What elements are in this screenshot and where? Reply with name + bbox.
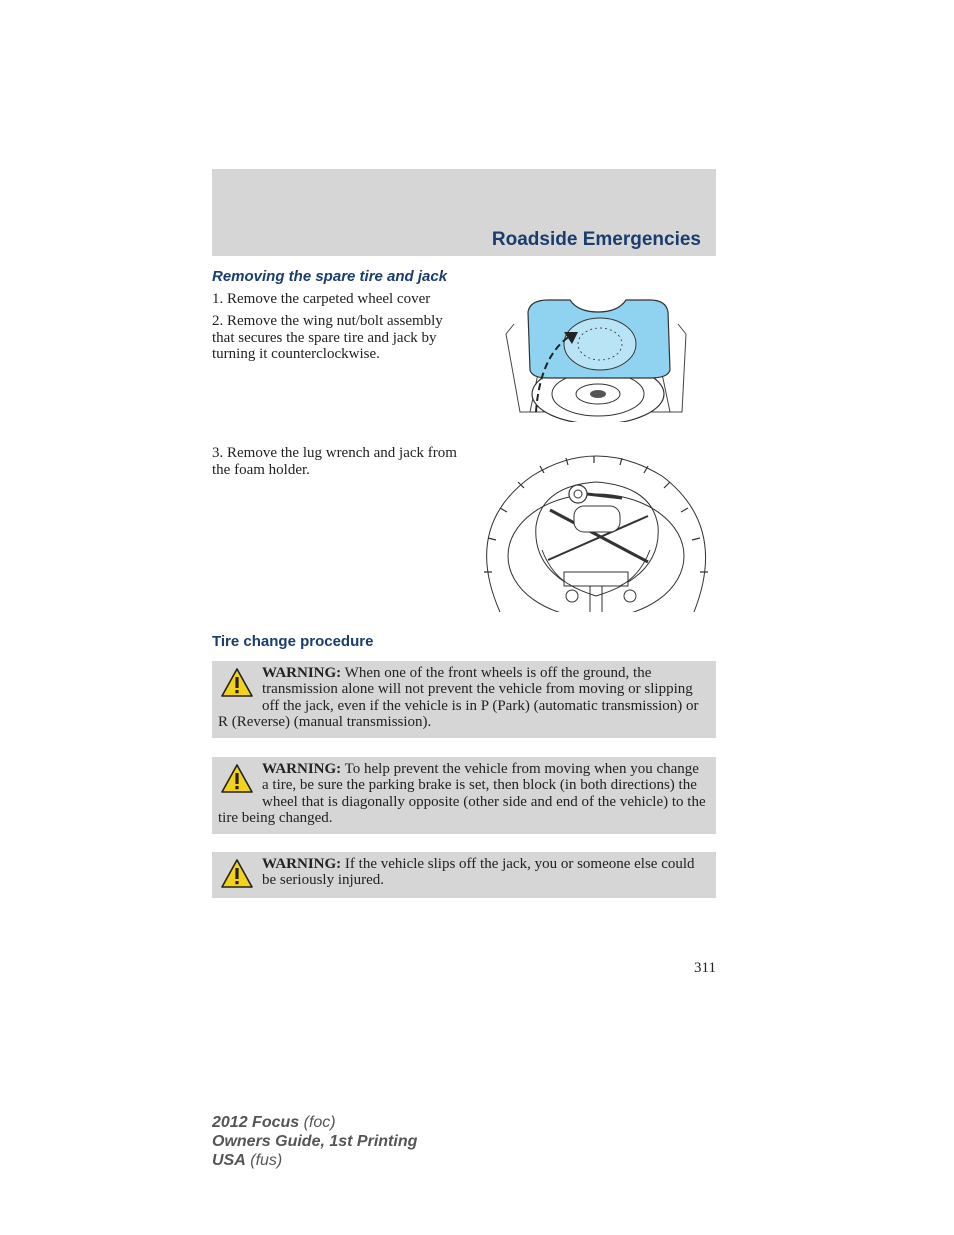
footer-market-code: (fus) xyxy=(250,1152,283,1169)
footer-edition: Owners Guide, 1st Printing xyxy=(212,1133,418,1150)
footer-publication-info xyxy=(212,1113,417,1170)
warning-text: To help prevent the vehicle from moving when you change a tire, be sure the parking brake is set, then block (in both directions) the wheel that is diagonally opposite (other side and end of the vehicle) to the tire being changed. xyxy=(218,761,706,827)
warning-triangle-icon xyxy=(220,858,254,890)
jack-and-lug-wrench-illustration xyxy=(472,446,720,612)
warning-label: WARNING: xyxy=(262,856,342,872)
footer-model-code: (foc) xyxy=(303,1114,336,1131)
step-2-text: 2. Remove the wing nut/bolt assembly that secures the spare tire and jack by turning it counterclockwise. xyxy=(212,313,443,362)
header-band xyxy=(212,169,716,256)
subsection-title-tire-change: Tire change procedure xyxy=(212,633,374,650)
page-section-title: Roadside Emergencies xyxy=(491,229,701,250)
warning-label: WARNING: xyxy=(262,665,342,681)
footer-market: USA xyxy=(212,1152,246,1169)
warning-box-1 xyxy=(212,661,716,738)
step-1-text: 1. Remove the carpeted wheel cover xyxy=(212,291,431,307)
warning-text: If the vehicle slips off the jack, you or someone else could be seriously injured. xyxy=(262,856,695,889)
subsection-title-spare-tire: Removing the spare tire and jack xyxy=(212,268,448,285)
warning-box-3 xyxy=(212,852,716,898)
step-3-text: 3. Remove the lug wrench and jack from the foam holder. xyxy=(212,445,457,478)
warning-triangle-icon xyxy=(220,763,254,795)
warning-box-2 xyxy=(212,757,716,834)
warning-text: When one of the front wheels is off the ground, the transmission alone will not prevent the vehicle from moving or slipping off the jack, even if the vehicle is in P (Park) (automatic transmission) or R (Reverse) (manual transmission). xyxy=(218,665,699,731)
warning-label: WARNING: xyxy=(262,761,342,777)
page-number: 311 xyxy=(694,960,716,976)
wheel-cover-illustration xyxy=(500,294,692,422)
footer-model: 2012 Focus xyxy=(212,1114,300,1131)
warning-triangle-icon xyxy=(220,667,254,699)
